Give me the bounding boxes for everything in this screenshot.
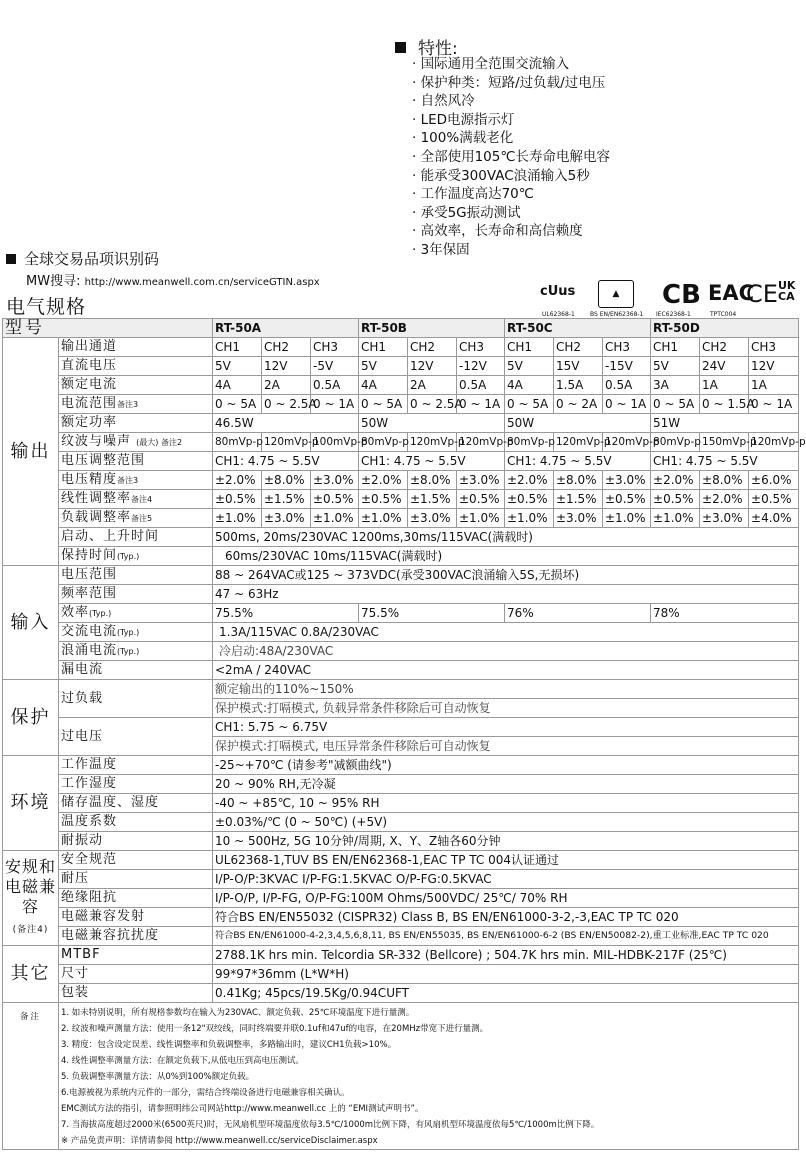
value-cell: CH1: 4.75 ~ 5.5V (359, 452, 505, 471)
dc-voltage-row (3, 357, 799, 376)
value-cell: 51W (651, 414, 799, 433)
note-line: 3. 精度：包含设定误差、线性调整率和负载调整率，多路输出时，建议CH1负载>10%。 (61, 1040, 397, 1050)
dimension-row (3, 965, 799, 984)
vibration-value: 10 ~ 500Hz, 5G 10分钟/周期, X、Y、Z轴各60分钟 (213, 832, 799, 851)
notes-row (3, 1003, 799, 1150)
row-note: (Typ.) (117, 646, 140, 656)
channel-row (3, 338, 799, 357)
value-cell: 12V (749, 357, 799, 376)
gtin-heading (6, 248, 159, 269)
value-cell: 0 ~ 1.5A (700, 395, 749, 414)
value-cell: 2A (408, 376, 457, 395)
row-label (59, 471, 213, 490)
row-label (59, 490, 213, 509)
rated-current-row (3, 376, 799, 395)
value-cell: ±3.0% (408, 509, 457, 528)
row-label: 耐振动 (59, 832, 213, 851)
feature-item: · 保护种类：短路/过负载/过电压 (412, 74, 610, 93)
value-cell: 46.5W (213, 414, 359, 433)
value-cell: 5V (213, 357, 262, 376)
value-cell: 50W (505, 414, 651, 433)
row-label: 温度系数 (59, 813, 213, 832)
setup-time-value: 500ms, 20ms/230VAC 1200ms,30ms/115VAC(满载时) (213, 528, 799, 547)
row-label-text: 交流电流 (61, 623, 118, 639)
row-label (59, 509, 213, 528)
section-safety-title: 安规和电磁兼容 (5, 856, 57, 916)
row-label: 工作湿度 (59, 775, 213, 794)
row-label: 电磁兼容抗扰度 (59, 927, 213, 946)
value-cell: 80mVp-p (651, 433, 700, 452)
certification-logos (540, 278, 798, 318)
isolation-value: I/P-O/P, I/P-FG, O/P-FG:100M Ohms/500VDC/ 25℃/ 70% RH (213, 889, 799, 908)
value-cell: 0 ~ 5A (359, 395, 408, 414)
value-cell: -15V (603, 357, 651, 376)
storage-value: -40 ~ +85℃, 10 ~ 95% RH (213, 794, 799, 813)
model-name: RT-50A (213, 319, 359, 338)
value-cell: -5V (311, 357, 359, 376)
feature-item: · 100%满载老化 (412, 129, 610, 148)
value-cell: 12V (262, 357, 311, 376)
ac-current-row (3, 623, 799, 642)
value-cell: 120mVp-p (262, 433, 311, 452)
ovp-value: CH1: 5.75 ~ 6.75V (213, 718, 799, 737)
eac-logo-icon: EAC (708, 281, 755, 305)
row-note: (Typ.) (89, 608, 112, 618)
value-cell: CH1: 4.75 ~ 5.5V (505, 452, 651, 471)
value-cell: 1A (700, 376, 749, 395)
mw-search (26, 270, 320, 289)
isolation-row (3, 889, 799, 908)
value-cell: 150mVp-p (700, 433, 749, 452)
value-cell: ±4.0% (749, 509, 799, 528)
feature-item: · 全部使用105℃长寿命电解电容 (412, 148, 610, 167)
value-cell: ±2.0% (505, 471, 554, 490)
channel-header: CH3 (749, 338, 799, 357)
features-title: 特性: (418, 39, 458, 59)
value-cell: 5V (651, 357, 700, 376)
section-protection: 保护 (3, 680, 59, 756)
row-label-text: 负载调整率 (61, 509, 132, 525)
value-cell: 0 ~ 5A (505, 395, 554, 414)
row-note: (Typ.) (117, 551, 140, 561)
value-cell: ±6.0% (749, 471, 799, 490)
channel-header: CH2 (554, 338, 603, 357)
row-label: 包装 (59, 984, 213, 1003)
value-cell: ±3.0% (457, 471, 505, 490)
input-voltage-row (3, 566, 799, 585)
row-label (59, 642, 213, 661)
value-cell: 5V (505, 357, 554, 376)
value-cell: ±8.0% (408, 471, 457, 490)
model-row (3, 319, 799, 338)
emc-immunity-value: 符合BS EN/EN61000-4-2,3,4,5,6,8,11, BS EN/EN55035, BS EN/EN61000-6-2 (BS EN/EN50082-2),重工业标准,EAC TP TC 020 (213, 927, 799, 946)
value-cell: ±3.0% (554, 509, 603, 528)
olp-value: 额定输出的110%~150% (213, 680, 799, 699)
mtbf-value: 2788.1K hrs min. Telcordia SR-332 (Bellcore) ; 504.7K hrs min. MIL-HDBK-217F (25℃) (213, 946, 799, 965)
value-cell: 1A (749, 376, 799, 395)
eac-caption: TPTC004 (710, 311, 737, 318)
section-input: 输入 (3, 566, 59, 680)
note-line: ※ 产品免责声明：详情请参阅 http://www.meanwell.cc/serviceDisclaimer.aspx (61, 1136, 378, 1146)
row-label: 直流电压 (59, 357, 213, 376)
working-temp-value: -25~+70℃ (请参考"减额曲线") (213, 756, 799, 775)
channel-header: CH1 (213, 338, 262, 357)
channel-header: CH3 (457, 338, 505, 357)
withstand-voltage-value: I/P-O/P:3KVAC I/P-FG:1.5KVAC O/P-FG:0.5KVAC (213, 870, 799, 889)
safety-standards-value: UL62368-1,TUV BS EN/EN62368-1,EAC TP TC 004认证通过 (213, 851, 799, 870)
temp-coefficient-value: ±0.03%/℃ (0 ~ 50℃) (+5V) (213, 813, 799, 832)
rated-power-row (3, 414, 799, 433)
storage-row (3, 794, 799, 813)
row-label-text: 电流范围 (61, 395, 118, 411)
gtin-link[interactable]: http://www.meanwell.com.cn/serviceGTIN.aspx (84, 277, 320, 288)
row-label-text: 浪涌电流 (61, 642, 118, 658)
ce-logo-icon: CE (746, 280, 778, 308)
value-cell: 0.5A (311, 376, 359, 395)
row-label: 漏电流 (59, 661, 213, 680)
row-label: 输出通道 (59, 338, 213, 357)
leakage-row (3, 661, 799, 680)
withstand-voltage-row (3, 870, 799, 889)
row-note: 备注3 (117, 475, 139, 485)
feature-item: · 能承受300VAC浪涌输入5秒 (412, 167, 610, 186)
value-cell: ±2.0% (651, 471, 700, 490)
value-cell: 4A (359, 376, 408, 395)
note-line: 2. 纹波和噪声测量方法：使用一条12"双绞线，同时终端要并联0.1uf和47uf的电容，在20MHz带宽下进行量测。 (61, 1024, 489, 1034)
value-cell: 0 ~ 1A (457, 395, 505, 414)
value-cell: 4A (505, 376, 554, 395)
bullet-square-icon (395, 42, 406, 53)
emc-emission-value: 符合BS EN/EN55032 (CISPR32) Class B, BS EN/EN61000-3-2,-3,EAC TP TC 020 (213, 908, 799, 927)
value-cell: 76% (505, 604, 651, 623)
row-label: 过负载 (59, 680, 213, 718)
value-cell: 80mVp-p (359, 433, 408, 452)
channel-header: CH1 (359, 338, 408, 357)
value-cell: 0 ~ 2.5A (262, 395, 311, 414)
value-cell: ±8.0% (262, 471, 311, 490)
efficiency-row (3, 604, 799, 623)
row-label: 绝缘阻抗 (59, 889, 213, 908)
value-cell: ±1.5% (262, 490, 311, 509)
working-humidity-value: 20 ~ 90% RH,无冷凝 (213, 775, 799, 794)
leakage-value: <2mA / 240VAC (213, 661, 799, 680)
feature-item: · 国际通用全范围交流输入 (412, 55, 610, 74)
emc-immunity-row (3, 927, 799, 946)
value-cell: ±0.5% (749, 490, 799, 509)
value-cell: 0.5A (457, 376, 505, 395)
hold-time-row (3, 547, 799, 566)
working-temp-row (3, 756, 799, 775)
row-label: MTBF (59, 946, 213, 965)
channel-header: CH3 (603, 338, 651, 357)
load-regulation-row (3, 509, 799, 528)
channel-header: CH2 (262, 338, 311, 357)
row-label: 额定功率 (59, 414, 213, 433)
packing-row (3, 984, 799, 1003)
current-range-row (3, 395, 799, 414)
value-cell: 5V (359, 357, 408, 376)
model-label: 型号 (3, 319, 213, 338)
row-label-text: 线性调整率 (61, 490, 132, 506)
ul-caption: UL62368-1 (542, 311, 575, 318)
value-cell: ±0.5% (457, 490, 505, 509)
voltage-adjust-row (3, 452, 799, 471)
feature-item: · 3年保固 (412, 241, 610, 260)
value-cell: 15V (554, 357, 603, 376)
note-line: EMC测试方法的指引，请参照明纬公司网站http://www.meanwell.cc 上的 “EMI测试声明书”。 (61, 1104, 424, 1114)
row-note: 备注3 (117, 399, 139, 409)
feature-item: · 承受5G振动测试 (412, 204, 610, 223)
row-label (59, 604, 213, 623)
value-cell: ±1.0% (457, 509, 505, 528)
channel-header: CH3 (311, 338, 359, 357)
row-label: 电磁兼容发射 (59, 908, 213, 927)
value-cell: 78% (651, 604, 799, 623)
value-cell: 3A (651, 376, 700, 395)
value-cell: 12V (408, 357, 457, 376)
olp-row-1 (3, 680, 799, 699)
value-cell: 0 ~ 2.5A (408, 395, 457, 414)
ripple-row (3, 433, 799, 452)
value-cell: ±8.0% (554, 471, 603, 490)
row-label (59, 623, 213, 642)
value-cell: 0 ~ 1A (311, 395, 359, 414)
working-humidity-row (3, 775, 799, 794)
ul-logo-icon: cUus (540, 284, 576, 299)
value-cell: CH1: 4.75 ~ 5.5V (651, 452, 799, 471)
channel-header: CH2 (408, 338, 457, 357)
row-label: 储存温度、湿度 (59, 794, 213, 813)
notes-content (59, 1003, 799, 1150)
section-safety-emc (3, 851, 59, 946)
row-label: 过电压 (59, 718, 213, 756)
mw-search-label: MW搜寻: (26, 274, 81, 289)
value-cell: 0 ~ 5A (213, 395, 262, 414)
channel-header: CH1 (651, 338, 700, 357)
row-label (59, 433, 213, 452)
value-cell: 2A (262, 376, 311, 395)
feature-item: · 工作温度高达70℃ (412, 185, 610, 204)
value-cell: 1.5A (554, 376, 603, 395)
value-cell: 100mVp-p (311, 433, 359, 452)
value-cell: 120mVp-p (457, 433, 505, 452)
emc-emission-row (3, 908, 799, 927)
row-label (59, 395, 213, 414)
value-cell: 50W (359, 414, 505, 433)
row-label: 电压调整范围 (59, 452, 213, 471)
value-cell: 0.5A (603, 376, 651, 395)
note-line: 6.电源被视为系统内元件的一部分，需结合终端设备进行电磁兼容相关确认。 (61, 1088, 350, 1098)
model-name: RT-50B (359, 319, 505, 338)
value-cell: ±1.0% (359, 509, 408, 528)
value-cell: ±3.0% (700, 509, 749, 528)
row-note: 备注5 (131, 513, 153, 523)
olp-mode-value: 保护模式:打嗝模式, 负载异常条件移除后可自动恢复 (213, 699, 799, 718)
row-label: 耐压 (59, 870, 213, 889)
value-cell: 0 ~ 5A (651, 395, 700, 414)
value-cell: ±0.5% (359, 490, 408, 509)
value-cell: 120mVp-p (554, 433, 603, 452)
value-cell: ±2.0% (359, 471, 408, 490)
row-label: 额定电流 (59, 376, 213, 395)
temp-coefficient-row (3, 813, 799, 832)
ukca-logo-icon: UK CA (778, 279, 796, 303)
value-cell: ±1.0% (651, 509, 700, 528)
value-cell: ±0.5% (651, 490, 700, 509)
bs-caption: BS EN/EN62368-1 (590, 311, 644, 318)
gtin-title: 全球交易品项识别码 (24, 250, 160, 268)
mtbf-row (3, 946, 799, 965)
inrush-value: 冷启动:48A/230VAC (213, 642, 799, 661)
safety-standards-row (3, 851, 799, 870)
row-label: 频率范围 (59, 585, 213, 604)
value-cell: ±2.0% (700, 490, 749, 509)
bullet-square-icon (6, 254, 16, 264)
value-cell: 80mVp-p (505, 433, 554, 452)
note-line: 1. 如未特别说明，所有规格参数均在输入为230VAC、额定负载、25℃环境温度下进行量测。 (61, 1008, 415, 1018)
value-cell: 0 ~ 1A (749, 395, 799, 414)
value-cell: ±2.0% (213, 471, 262, 490)
note-line: 7. 当海拔高度超过2000米(6500英尺)时，无风扇机型环境温度依每3.5℃/1000m比例下降，有风扇机型环境温度依每5℃/1000m比例下降。 (61, 1120, 600, 1130)
features-list (412, 55, 610, 260)
value-cell: CH1: 4.75 ~ 5.5V (213, 452, 359, 471)
frequency-value: 47 ~ 63Hz (213, 585, 799, 604)
value-cell: 120mVp-p (749, 433, 799, 452)
ac-current-value: 1.3A/115VAC 0.8A/230VAC (213, 623, 799, 642)
value-cell: 24V (700, 357, 749, 376)
section-output: 输出 (3, 338, 59, 566)
feature-item: · 高效率，长寿命和高信赖度 (412, 222, 610, 241)
note-line: 4. 线性调整率测量方法：在额定负载下,从低电压到高电压测试。 (61, 1056, 305, 1066)
spec-title: 电气规格 (6, 296, 87, 318)
line-regulation-row (3, 490, 799, 509)
feature-item: · LED电源指示灯 (412, 111, 610, 130)
cb-logo-icon: CB (662, 280, 701, 310)
spec-table (2, 318, 806, 1150)
value-cell: ±1.5% (408, 490, 457, 509)
value-cell: ±3.0% (603, 471, 651, 490)
section-environment: 环境 (3, 756, 59, 851)
row-label (59, 547, 213, 566)
value-cell: ±1.0% (505, 509, 554, 528)
value-cell: 0 ~ 1A (603, 395, 651, 414)
row-label: 工作温度 (59, 756, 213, 775)
row-label: 启动、上升时间 (59, 528, 213, 547)
value-cell: ±1.0% (603, 509, 651, 528)
dimension-value: 99*97*36mm (L*W*H) (213, 965, 799, 984)
frequency-row (3, 585, 799, 604)
value-cell: 120mVp-p (603, 433, 651, 452)
value-cell: 120mVp-p (408, 433, 457, 452)
section-safety-note: (备注4) (12, 924, 49, 935)
voltage-tolerance-row (3, 471, 799, 490)
value-cell: ±3.0% (262, 509, 311, 528)
cb-caption: IEC62368-1 (656, 311, 691, 318)
input-voltage-value: 88 ~ 264VAC或125 ~ 373VDC(承受300VAC浪涌输入5S,无损坏) (213, 566, 799, 585)
value-cell: ±0.5% (603, 490, 651, 509)
model-name: RT-50C (505, 319, 651, 338)
value-cell: -12V (457, 357, 505, 376)
note-line: 5. 负载调整率测量方法：从0%到100%额定负载。 (61, 1072, 255, 1082)
ovp-mode-value: 保护模式:打嗝模式, 电压异常条件移除后可自动恢复 (213, 737, 799, 756)
row-label: 电压范围 (59, 566, 213, 585)
channel-header: CH2 (700, 338, 749, 357)
value-cell: 0 ~ 2A (554, 395, 603, 414)
ovp-row-1 (3, 718, 799, 737)
value-cell: ±3.0% (311, 471, 359, 490)
value-cell: ±0.5% (505, 490, 554, 509)
feature-item: · 自然风冷 (412, 92, 610, 111)
value-cell: 80mVp-p (213, 433, 262, 452)
setup-time-row (3, 528, 799, 547)
value-cell: ±0.5% (311, 490, 359, 509)
value-cell: ±0.5% (213, 490, 262, 509)
vibration-row (3, 832, 799, 851)
row-label-text: 效率 (61, 604, 90, 620)
value-cell: 4A (213, 376, 262, 395)
model-name: RT-50D (651, 319, 799, 338)
channel-header: CH1 (505, 338, 554, 357)
section-others: 其它 (3, 946, 59, 1003)
inrush-row (3, 642, 799, 661)
value-cell: 75.5% (213, 604, 359, 623)
packing-value: 0.41Kg; 45pcs/19.5Kg/0.94CUFT (213, 984, 799, 1003)
row-label-text: 纹波与噪声 (61, 433, 132, 449)
value-cell: ±8.0% (700, 471, 749, 490)
tuv-logo-icon: ▲ (598, 280, 634, 308)
row-note: (Typ.) (117, 627, 140, 637)
row-note: 备注4 (131, 494, 153, 504)
row-label-text: 电压精度 (61, 471, 118, 487)
row-label-text: 保持时间 (61, 547, 118, 563)
value-cell: 75.5% (359, 604, 505, 623)
row-label: 安全规范 (59, 851, 213, 870)
section-notes: 备注 (3, 1003, 59, 1150)
row-label: 尺寸 (59, 965, 213, 984)
value-cell: ±1.0% (213, 509, 262, 528)
hold-time-value: 60ms/230VAC 10ms/115VAC(满载时) (213, 547, 799, 566)
row-note: (最大) 备注2 (136, 437, 183, 447)
value-cell: ±1.5% (554, 490, 603, 509)
value-cell: ±1.0% (311, 509, 359, 528)
